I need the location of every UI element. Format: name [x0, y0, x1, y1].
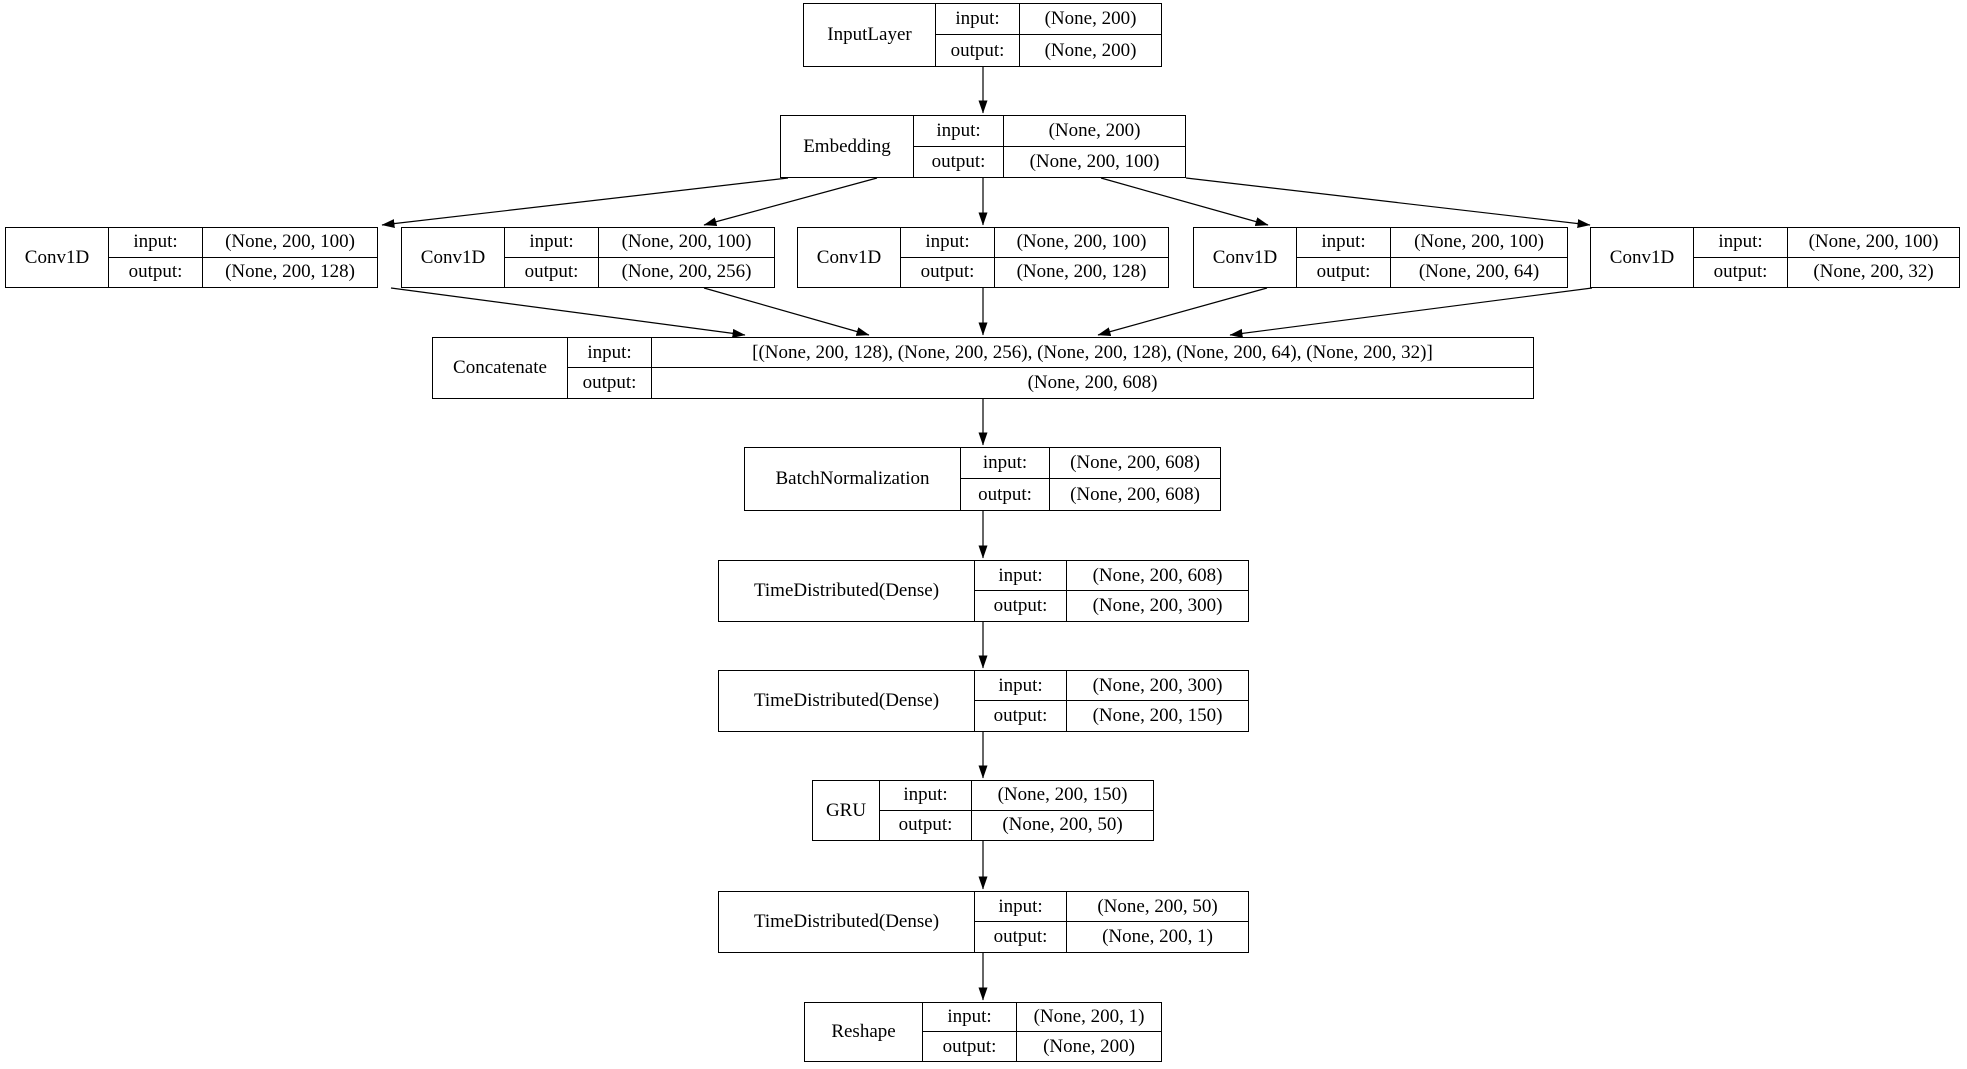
- layer-node-conv1d-1: [5, 227, 378, 288]
- layer-name: InputLayer: [804, 4, 936, 66]
- input-shape: (None, 200, 608): [1050, 448, 1220, 479]
- output-shape: (None, 200, 128): [225, 261, 355, 283]
- input-label: input:: [1694, 228, 1788, 258]
- input-label: input:: [936, 4, 1020, 35]
- layer-node-reshape: [804, 1002, 1162, 1062]
- input-label: input:: [975, 561, 1067, 591]
- output-shape: (None, 200, 608): [1027, 372, 1158, 393]
- layer-node-conv1d-5: [1590, 227, 1960, 288]
- output-label: output:: [961, 479, 1050, 510]
- layer-node-embedding: [780, 115, 1186, 178]
- output-label: output:: [923, 1032, 1017, 1061]
- layer-name: TimeDistributed(Dense): [719, 892, 975, 952]
- layer-node-timedistributed-dense-3: [718, 891, 1249, 953]
- edge-conv4-concat: [1098, 288, 1267, 335]
- input-shape: (None, 200): [1004, 116, 1185, 147]
- input-label: input:: [923, 1003, 1017, 1032]
- output-shape: (None, 200): [1043, 1035, 1135, 1057]
- output-shape: (None, 200, 150): [1092, 705, 1223, 726]
- edge-embedding-conv1: [382, 178, 788, 225]
- output-shape: (None, 200, 1): [1102, 926, 1213, 947]
- output-label: output:: [109, 258, 203, 288]
- input-shape: (None, 200, 100): [995, 228, 1168, 258]
- input-label: input:: [109, 228, 203, 258]
- edge-conv2-concat: [704, 288, 869, 335]
- output-label: output:: [1694, 258, 1788, 288]
- output-label: output:: [975, 922, 1067, 952]
- output-label: output:: [568, 368, 652, 398]
- input-label: input:: [975, 892, 1067, 922]
- layer-name: Conv1D: [1194, 228, 1297, 287]
- input-shape: (None, 200, 100): [599, 228, 774, 258]
- input-label: input:: [505, 228, 599, 258]
- output-label: output:: [975, 701, 1067, 731]
- output-shape: (None, 200, 50): [1002, 814, 1123, 836]
- input-label: input:: [1297, 228, 1391, 258]
- output-label: output:: [901, 258, 995, 288]
- output-label: output:: [975, 591, 1067, 621]
- layer-node-concatenate: [432, 337, 1534, 399]
- edge-conv1-concat: [391, 288, 745, 335]
- layer-node-inputlayer: [803, 3, 1162, 67]
- output-shape: (None, 200, 64): [1418, 261, 1540, 283]
- layer-name: GRU: [813, 781, 880, 840]
- layer-node-timedistributed-dense-1: [718, 560, 1249, 622]
- input-shape: (None, 200): [1020, 4, 1161, 35]
- output-shape: (None, 200, 300): [1092, 595, 1223, 616]
- layer-name: Conv1D: [402, 228, 505, 287]
- layer-name: Conv1D: [798, 228, 901, 287]
- output-label: output:: [914, 147, 1004, 178]
- layer-node-gru: [812, 780, 1154, 841]
- layer-node-conv1d-2: [401, 227, 775, 288]
- layer-node-conv1d-4: [1193, 227, 1568, 288]
- output-shape: (None, 200, 256): [621, 261, 752, 283]
- input-shape: (None, 200, 100): [203, 228, 377, 258]
- input-shape: [(None, 200, 128), (None, 200, 256), (None, 200, 128), (None, 200, 64), (None, 200, 32)]: [652, 338, 1533, 368]
- output-shape: (None, 200, 32): [1813, 261, 1934, 283]
- input-label: input:: [914, 116, 1004, 147]
- input-shape: (None, 200, 100): [1788, 228, 1959, 258]
- output-shape: (None, 200, 128): [1016, 261, 1147, 283]
- input-label: input:: [975, 671, 1067, 701]
- layer-node-batchnormalization: [744, 447, 1221, 511]
- input-label: input:: [568, 338, 652, 368]
- layer-name: Conv1D: [6, 228, 109, 287]
- input-shape: (None, 200, 1): [1017, 1003, 1161, 1032]
- layer-name: Concatenate: [433, 338, 568, 398]
- output-shape: (None, 200, 608): [1070, 483, 1200, 505]
- input-label: input:: [880, 781, 972, 811]
- output-shape: (None, 200, 100): [1029, 150, 1160, 172]
- output-label: output:: [1297, 258, 1391, 288]
- input-label: input:: [901, 228, 995, 258]
- layer-name: Conv1D: [1591, 228, 1694, 287]
- output-shape: (None, 200): [1044, 39, 1137, 61]
- input-shape: (None, 200, 150): [972, 781, 1153, 811]
- layer-name: Reshape: [805, 1003, 923, 1061]
- output-label: output:: [505, 258, 599, 288]
- input-shape: (None, 200, 608): [1067, 561, 1248, 591]
- input-shape: (None, 200, 300): [1067, 671, 1248, 701]
- edge-embedding-conv5: [1186, 178, 1590, 225]
- edge-conv5-concat: [1230, 288, 1592, 335]
- output-label: output:: [880, 811, 972, 841]
- input-shape: (None, 200, 50): [1067, 892, 1248, 922]
- layer-node-timedistributed-dense-2: [718, 670, 1249, 732]
- input-shape: (None, 200, 100): [1391, 228, 1567, 258]
- output-label: output:: [936, 35, 1020, 66]
- layer-name: TimeDistributed(Dense): [719, 561, 975, 621]
- layer-node-conv1d-3: [797, 227, 1169, 288]
- input-label: input:: [961, 448, 1050, 479]
- layer-name: BatchNormalization: [745, 448, 961, 510]
- layer-name: Embedding: [781, 116, 914, 177]
- layer-name: TimeDistributed(Dense): [719, 671, 975, 731]
